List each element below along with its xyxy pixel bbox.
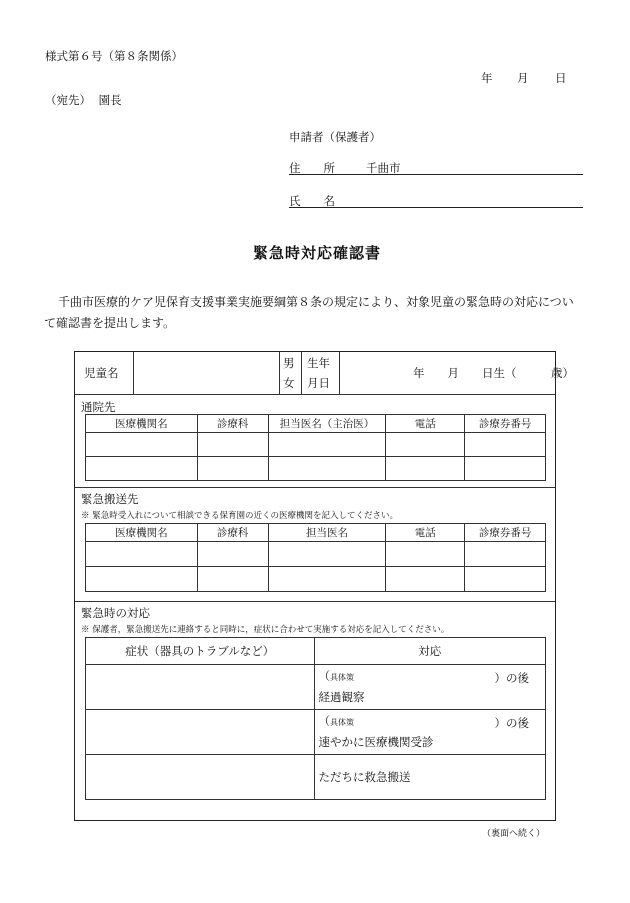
transport-note: ※ 緊急時受入れについて相談できる保育園の近くの医療機関を記入してください。	[81, 511, 399, 521]
action-visit-hospital: 速やかに医療機関受診	[318, 735, 434, 749]
page-title: 緊急時対応確認書	[253, 244, 382, 262]
date-day-label: 日	[555, 71, 567, 85]
transport-col-doctor: 担当医名	[268, 524, 386, 542]
address-value: 千曲市	[366, 161, 401, 175]
measure-label: 具体策	[330, 718, 354, 727]
name-label: 氏 名	[289, 194, 335, 208]
clinic-col-card-number: 診療券番号	[465, 415, 546, 433]
paren-close: ）の後	[494, 716, 529, 730]
transport-table	[85, 523, 546, 592]
transport-col-phone: 電話	[386, 524, 465, 542]
date-year-label: 年	[481, 71, 493, 85]
intro-paragraph: 千曲市医療的ケア児保育支援事業実施要綱第８条の規定により、対象児童の緊急時の対応について確認書を提出します。	[44, 295, 574, 330]
form-number: 様式第６号（第８条関係）	[45, 49, 183, 63]
child-name-label: 児童名	[84, 366, 119, 380]
birth-label-1: 生年	[307, 356, 330, 370]
response-note: ※ 保護者，緊急搬送先に連絡すると同時に，症状に合わせて実施する対応を記入してください。	[81, 625, 450, 635]
clinic-row-2	[86, 457, 546, 481]
confirmation-form	[74, 351, 574, 821]
transport-row-2	[86, 567, 546, 592]
address-underline	[289, 174, 583, 175]
transport-col-card-number: 診療券番号	[465, 524, 546, 542]
response-row-3	[86, 755, 546, 800]
paren-open: （	[318, 669, 330, 683]
clinic-table	[85, 414, 546, 481]
transport-col-department: 診療科	[197, 524, 268, 542]
continued-note: （裏面へ続く）	[482, 829, 546, 839]
response-table	[85, 637, 546, 800]
birth-date-value: 年 月 日生（ 歳）	[413, 366, 574, 380]
date-month-label: 月	[517, 71, 529, 85]
addressee-prefix: （宛先）	[45, 93, 91, 107]
paren-open: （	[318, 714, 330, 728]
gender-female: 女	[283, 376, 295, 390]
response-section-label: 緊急時の対応	[81, 606, 150, 620]
response-row-2	[86, 710, 546, 755]
clinic-col-doctor: 担当医名（主治医）	[268, 415, 386, 433]
address-label: 住 所	[289, 161, 335, 175]
transport-section-label: 緊急搬送先	[81, 492, 139, 506]
transport-row-1	[86, 542, 546, 567]
response-row-1	[86, 665, 546, 710]
measure-label: 具体策	[330, 673, 354, 682]
paren-close: ）の後	[494, 671, 529, 685]
applicant-label: 申請者（保護者）	[289, 130, 381, 144]
clinic-col-hospital: 医療機関名	[86, 415, 198, 433]
response-col-action: 対応	[314, 638, 546, 665]
action-observe: 経過観察	[318, 690, 365, 704]
response-col-symptom: 症状（器具のトラブルなど）	[86, 638, 315, 665]
clinic-section-label: 通院先	[81, 400, 116, 414]
transport-col-hospital: 医療機関名	[86, 524, 198, 542]
birth-label-2: 月日	[307, 376, 330, 390]
name-underline	[289, 207, 583, 208]
clinic-col-phone: 電話	[386, 415, 465, 433]
gender-male: 男	[283, 356, 295, 370]
addressee-name: 園長	[98, 93, 122, 107]
clinic-col-department: 診療科	[197, 415, 268, 433]
action-ambulance: ただちに救急搬送	[318, 770, 411, 784]
clinic-row-1	[86, 433, 546, 457]
addressee	[45, 92, 122, 108]
